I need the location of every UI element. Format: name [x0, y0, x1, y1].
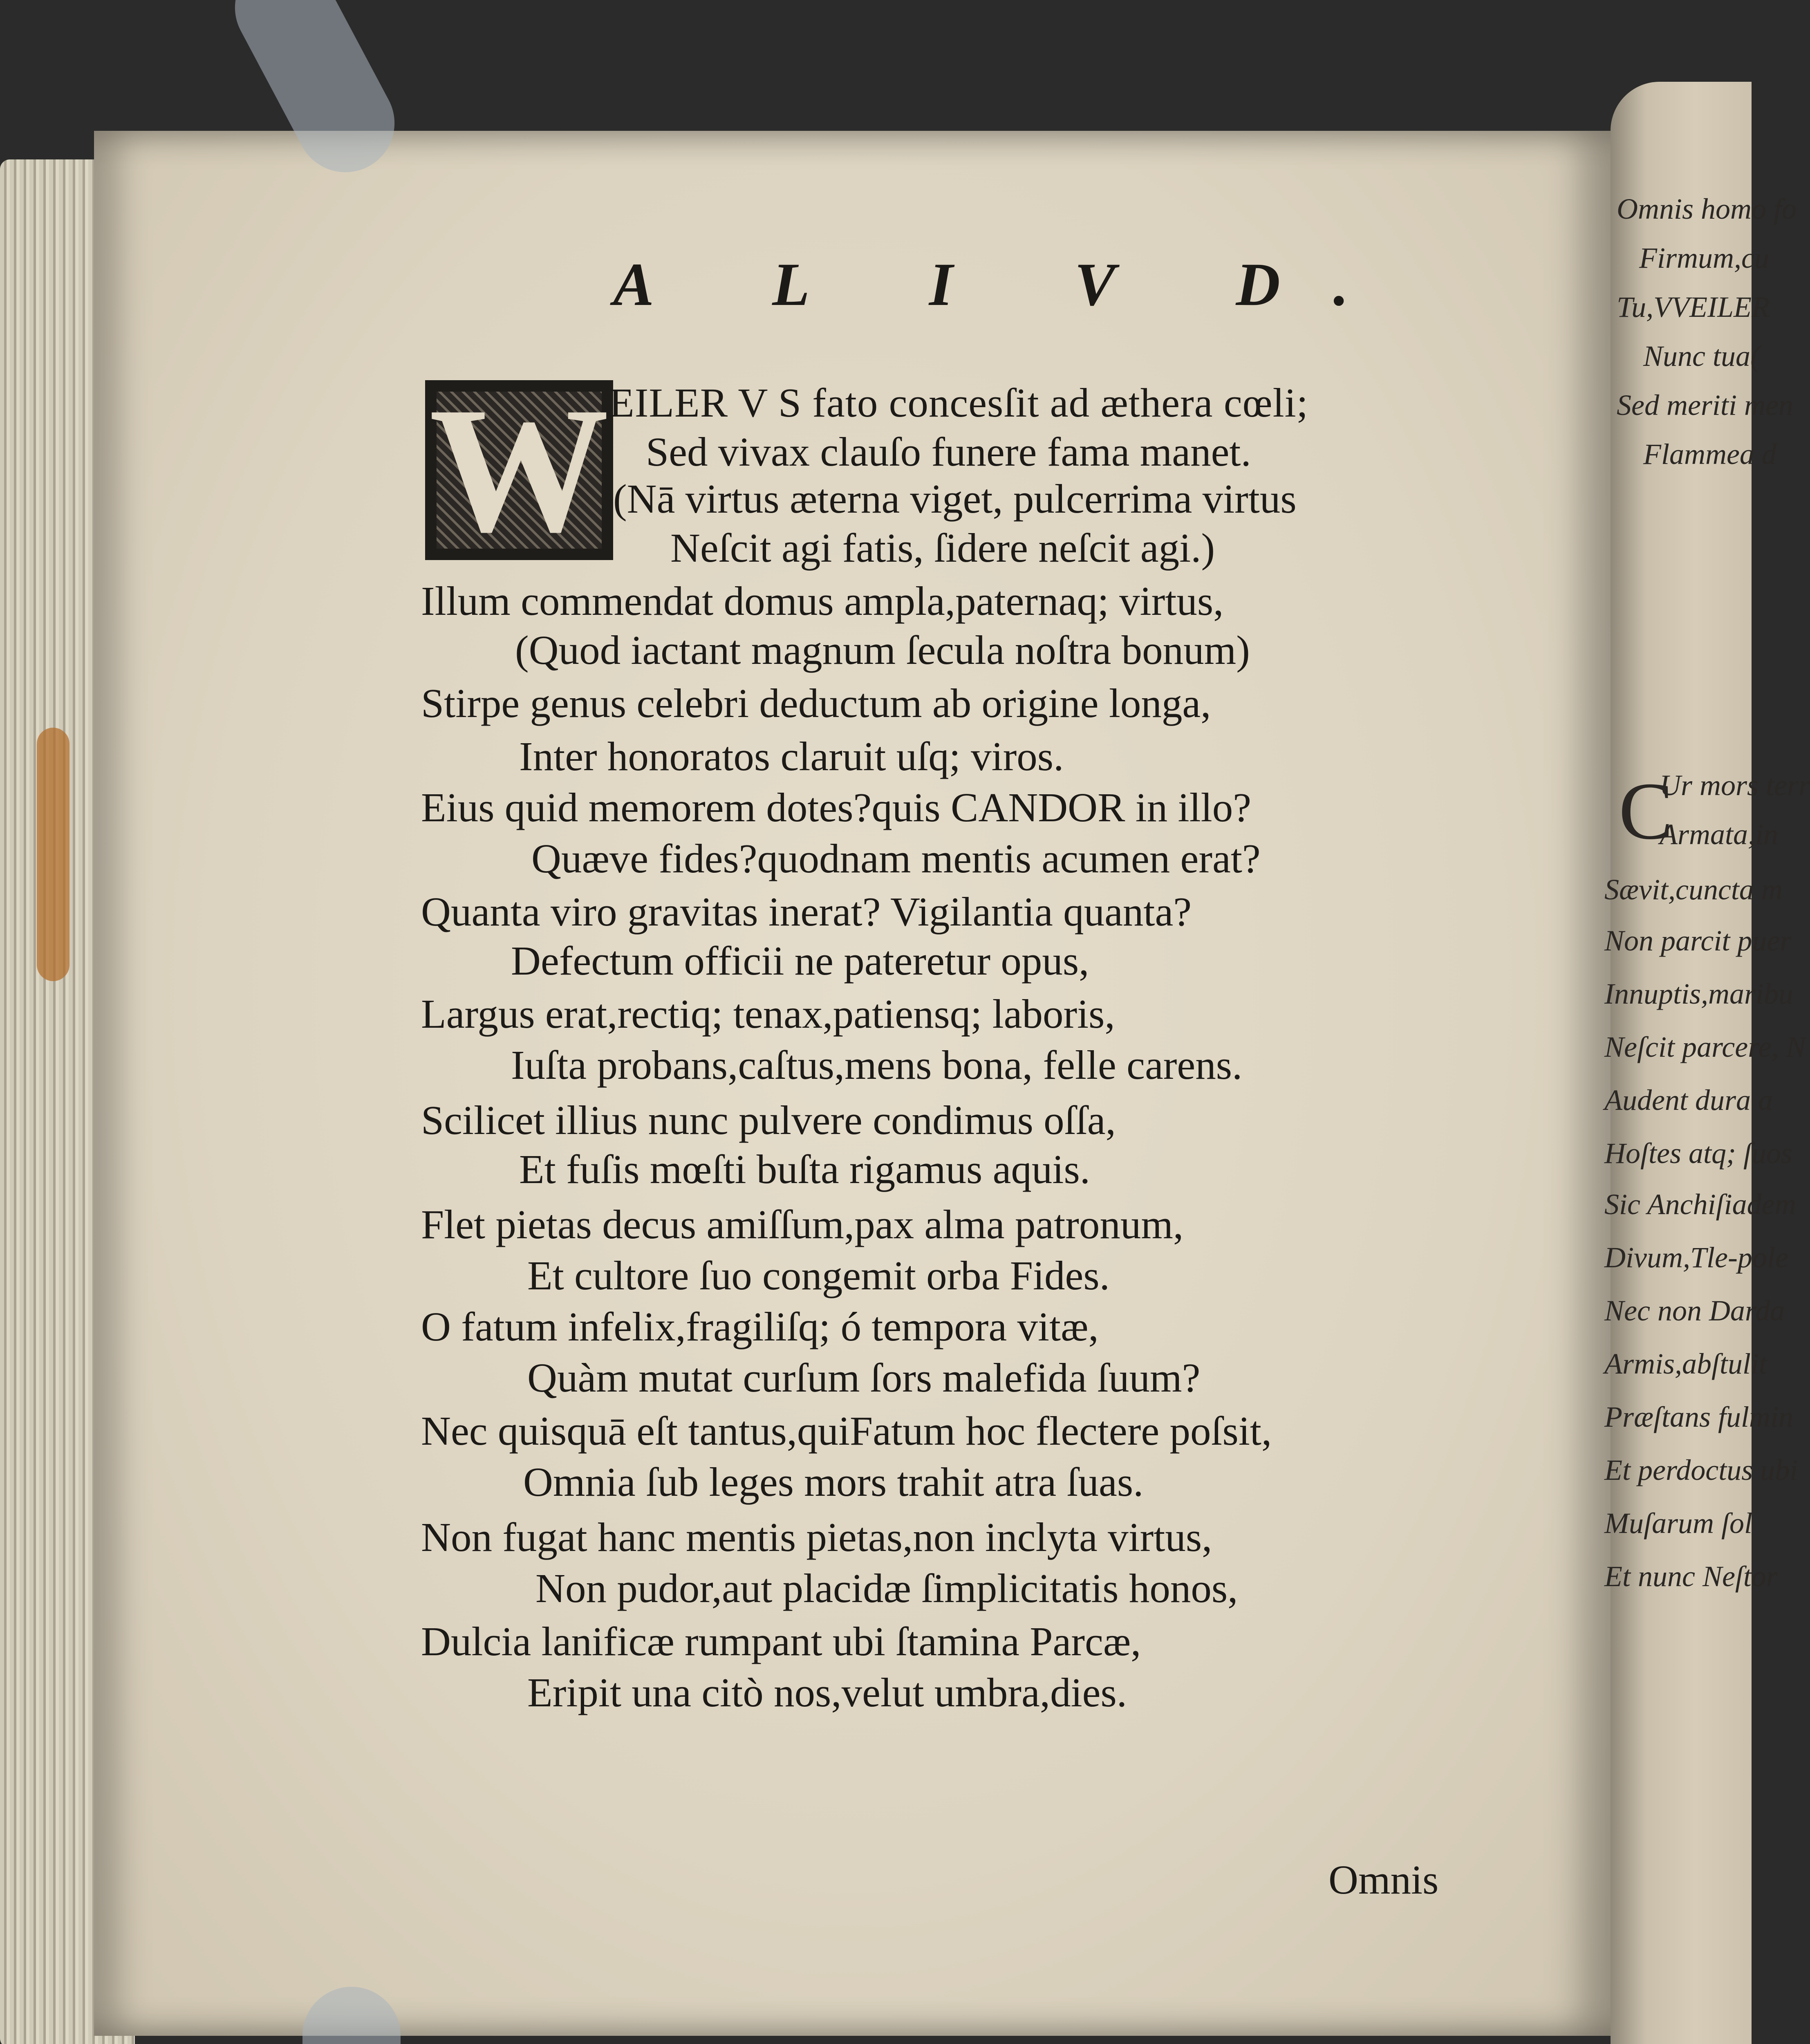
- poem-line: Neſcit agi fatis, ſidere neſcit agi.): [670, 525, 1215, 571]
- poem-line: O fatum infelix,fragiliſq; ó tempora vitæ,: [421, 1304, 1099, 1349]
- poem-line: Non pudor,aut placidæ ſimplicitatis honos,: [535, 1565, 1238, 1611]
- poem-line: Defectum officii ne pateretur opus,: [511, 938, 1089, 984]
- next-page-line: Non parcit puer: [1604, 924, 1792, 957]
- poem-line: Quæve fides?quodnam mentis acumen erat?: [531, 836, 1261, 881]
- next-page-line: Armata,in: [1660, 818, 1779, 851]
- decorated-initial: [425, 370, 613, 569]
- poem-line: (Nā virtus æterna viget, pulcerrima virtus: [613, 476, 1297, 522]
- poem-line: Dulcia lanificæ rumpant ubi ſtamina Parcæ,: [421, 1618, 1141, 1664]
- next-page-line: Omnis homo fo: [1617, 193, 1797, 225]
- next-page-line: Armis,abſtulit: [1604, 1347, 1767, 1380]
- next-page-line: Sævit,cuncta m: [1604, 873, 1783, 906]
- poem-line: Sed vivax clauſo funere fama manet.: [646, 429, 1251, 475]
- next-page-line: Muſarum ſol: [1604, 1507, 1753, 1540]
- next-page-line: Præſtans fulmin: [1604, 1401, 1794, 1433]
- next-page-line: Innuptis,maribu: [1604, 977, 1794, 1010]
- poem-line: Omnia ſub leges mors trahit atra ſuas.: [523, 1459, 1144, 1505]
- next-page-line: Audent dura a: [1604, 1084, 1773, 1116]
- poem-line: Non fugat hanc mentis pietas,non inclyta virtus,: [421, 1514, 1212, 1560]
- next-page-line: Et nunc Neſtor: [1604, 1560, 1778, 1593]
- poem-line: Nec quisquā eſt tantus,quiFatum hoc flectere poſsit,: [421, 1408, 1272, 1454]
- edge-stain: [37, 728, 69, 981]
- initial-letter: W: [429, 370, 609, 569]
- poem-line: Flet pietas decus amiſſum,pax alma patronum,: [421, 1201, 1184, 1247]
- poem-line: Quanta viro gravitas inerat? Vigilantia quanta?: [421, 889, 1192, 935]
- poem-line: Eius quid memorem dotes?quis CANDOR in illo?: [421, 784, 1252, 830]
- poem-line: Eripit una citò nos,velut umbra,dies.: [527, 1670, 1127, 1715]
- next-page-line: Flammea d: [1643, 438, 1776, 471]
- next-page-line: Nec non Darda: [1604, 1294, 1785, 1327]
- catchword: Omnis: [1328, 1857, 1439, 1903]
- poem-line: Et fuſis mœſti buſta rigamus aquis.: [519, 1146, 1091, 1192]
- poem-line: EILER V S fato concesſit ad æthera cœli;: [609, 380, 1308, 426]
- poem-line: (Quod iactant magnum ſecula noſtra bonum): [515, 627, 1250, 673]
- poem-line: Et cultore ſuo congemit orba Fides.: [527, 1253, 1110, 1298]
- next-page-line: Sic Anchiſiadem: [1604, 1188, 1796, 1221]
- page-heading: A L I V D.: [613, 251, 1402, 318]
- poem-line: Illum commendat domus ampla,paternaq; virtus,: [421, 578, 1224, 624]
- poem-line: Scilicet illius nunc pulvere condimus oſſa,: [421, 1097, 1116, 1143]
- next-page-initial: C: [1619, 766, 1673, 856]
- poem-line: Inter honoratos claruit uſq; viros.: [519, 733, 1064, 779]
- next-page-line: Neſcit parcere, N: [1604, 1031, 1806, 1063]
- next-page-line: Firmum,cu: [1639, 242, 1769, 274]
- poem-line: Quàm mutat curſum ſors malefida ſuum?: [527, 1355, 1201, 1401]
- next-page-line: Et perdoctus ubi: [1604, 1454, 1798, 1486]
- next-page-line: Tu,VVEILER: [1617, 291, 1770, 323]
- next-page-line: Nunc tua(: [1643, 340, 1760, 372]
- poem-line: Largus erat,rectiq; tenax,patiensq; laboris,: [421, 991, 1115, 1037]
- next-page-line: Divum,Tle-pole: [1604, 1241, 1788, 1274]
- next-page-line: Ur mors terr: [1660, 769, 1810, 802]
- poem-line: Iuſta probans,caſtus,mens bona, felle carens.: [511, 1042, 1243, 1088]
- next-page-line: Hoſtes atq; ſuos: [1604, 1137, 1792, 1170]
- poem-line: Stirpe genus celebri deductum ab origine longa,: [421, 680, 1211, 726]
- next-page-line: Sed meriti men: [1617, 389, 1793, 421]
